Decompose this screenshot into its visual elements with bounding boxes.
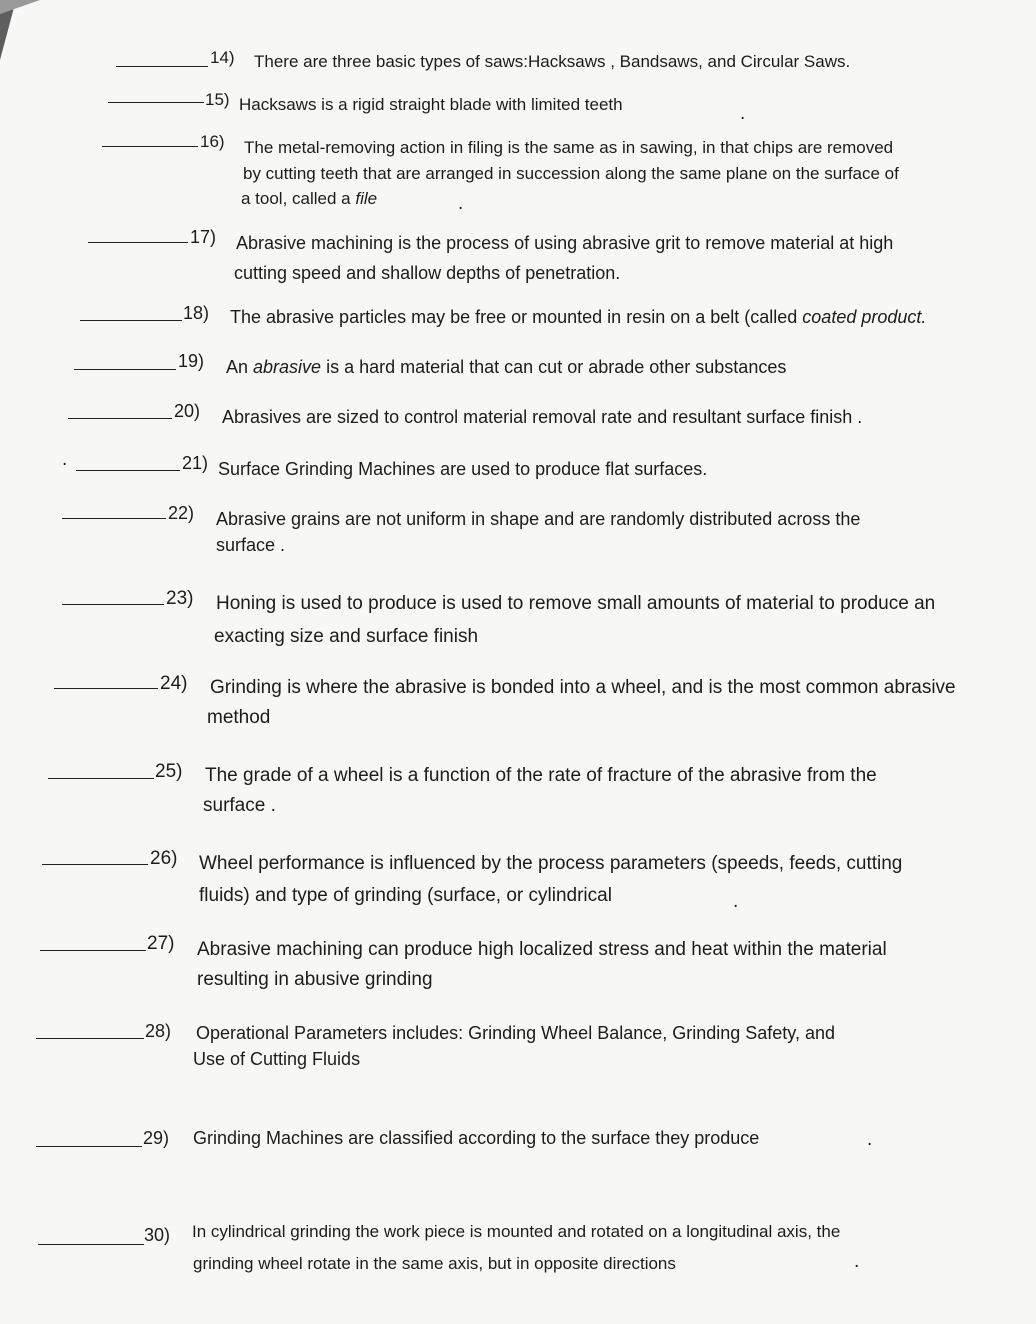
question-text-line: Wheel performance is influenced by the process parameters (speeds, feeds, cutting	[199, 853, 903, 874]
question-text: An abrasive is a hard material that can cut or abrade other substances	[226, 357, 787, 377]
answer-blank[interactable]	[116, 66, 208, 67]
question-number: 29)	[143, 1128, 170, 1148]
question-text-line: method	[207, 707, 271, 728]
trailing-period: .	[733, 891, 739, 912]
answer-blank[interactable]	[102, 146, 198, 147]
answer-blank[interactable]	[42, 864, 148, 865]
question-number: 27)	[147, 933, 175, 954]
answer-blank[interactable]	[68, 418, 172, 419]
answer-blank[interactable]	[48, 778, 154, 779]
question-text-line: Abrasive grains are not uniform in shape and are randomly distributed across the	[216, 509, 861, 529]
question-text-line: The metal-removing action in filing is the same as in sawing, in that chips are removed	[244, 138, 894, 157]
question-number: 16)	[200, 132, 225, 151]
question-text: Hacksaws is a rigid straight blade with limited teeth	[239, 95, 623, 114]
question-number: 25)	[155, 761, 183, 782]
question-text-line: Abrasive machining can produce high localized stress and heat within the material	[197, 939, 887, 960]
question-text: There are three basic types of saws:Hacksaws , Bandsaws, and Circular Saws.	[254, 52, 851, 71]
question-text-line: exacting size and surface finish	[214, 626, 479, 647]
question-number: 28)	[145, 1021, 172, 1041]
question-text: The abrasive particles may be free or mounted in resin on a belt (called coated product.	[230, 307, 927, 327]
question-text-line: a tool, called a file	[241, 189, 378, 208]
answer-blank[interactable]	[88, 242, 188, 243]
question-number: 23)	[166, 588, 194, 609]
question-text-line: The grade of a wheel is a function of the rate of fracture of the abrasive from the	[205, 765, 877, 786]
question-text-line: cutting speed and shallow depths of penetration.	[234, 263, 621, 283]
answer-blank[interactable]	[38, 1244, 144, 1245]
question-number: 26)	[150, 848, 178, 869]
question-text-line: resulting in abusive grinding	[197, 969, 433, 990]
question-text-line: by cutting teeth that are arranged in succession along the same plane on the surface of	[243, 164, 899, 183]
question-text-line: surface .	[203, 795, 276, 816]
question-text: Grinding Machines are classified according to the surface they produce	[193, 1128, 760, 1148]
question-text-line: surface .	[216, 535, 286, 555]
question-text-line: In cylindrical grinding the work piece is mounted and rotated on a longitudinal axis, the	[192, 1222, 841, 1241]
trailing-period: .	[740, 103, 746, 124]
trailing-period: .	[458, 193, 464, 214]
question-number: 30)	[144, 1225, 171, 1245]
question-number: 19)	[178, 351, 205, 371]
answer-blank[interactable]	[36, 1146, 142, 1147]
answer-blank[interactable]	[62, 604, 164, 605]
trailing-period: .	[854, 1251, 860, 1272]
answer-blank[interactable]	[36, 1038, 144, 1039]
question-number: 24)	[160, 673, 188, 694]
question-text-line: Honing is used to produce is used to remove small amounts of material to produce an	[216, 593, 936, 614]
answer-blank[interactable]	[76, 470, 180, 471]
answer-blank[interactable]	[80, 320, 182, 321]
question-text-line: Grinding is where the abrasive is bonded into a wheel, and is the most common abrasive	[210, 677, 956, 698]
question-number: 17)	[190, 227, 217, 247]
answer-blank[interactable]	[62, 518, 166, 519]
question-number: 14)	[210, 48, 235, 67]
question-number: 21)	[182, 453, 209, 473]
question-text: Abrasives are sized to control material removal rate and resultant surface finish .	[222, 407, 863, 427]
question-number: 22)	[168, 503, 195, 523]
answer-blank[interactable]	[74, 369, 176, 370]
question-text-line: Abrasive machining is the process of using abrasive grit to remove material at high	[236, 233, 894, 253]
question-text: Surface Grinding Machines are used to produce flat surfaces.	[218, 459, 708, 479]
question-text-line: Use of Cutting Fluids	[193, 1049, 361, 1069]
question-number: 15)	[205, 90, 230, 109]
question-number: 18)	[183, 303, 210, 323]
trailing-period: .	[867, 1129, 873, 1150]
question-text-line: fluids) and type of grinding (surface, or cylindrical	[199, 885, 612, 906]
answer-blank[interactable]	[54, 688, 158, 689]
answer-blank[interactable]	[108, 102, 204, 103]
stray-mark: .	[62, 449, 68, 470]
page-corner-fold	[0, 0, 40, 14]
question-text-line: grinding wheel rotate in the same axis, but in opposite directions	[193, 1254, 676, 1273]
answer-blank[interactable]	[40, 950, 146, 951]
question-text-line: Operational Parameters includes: Grinding Wheel Balance, Grinding Safety, and	[196, 1023, 836, 1043]
question-number: 20)	[174, 401, 201, 421]
